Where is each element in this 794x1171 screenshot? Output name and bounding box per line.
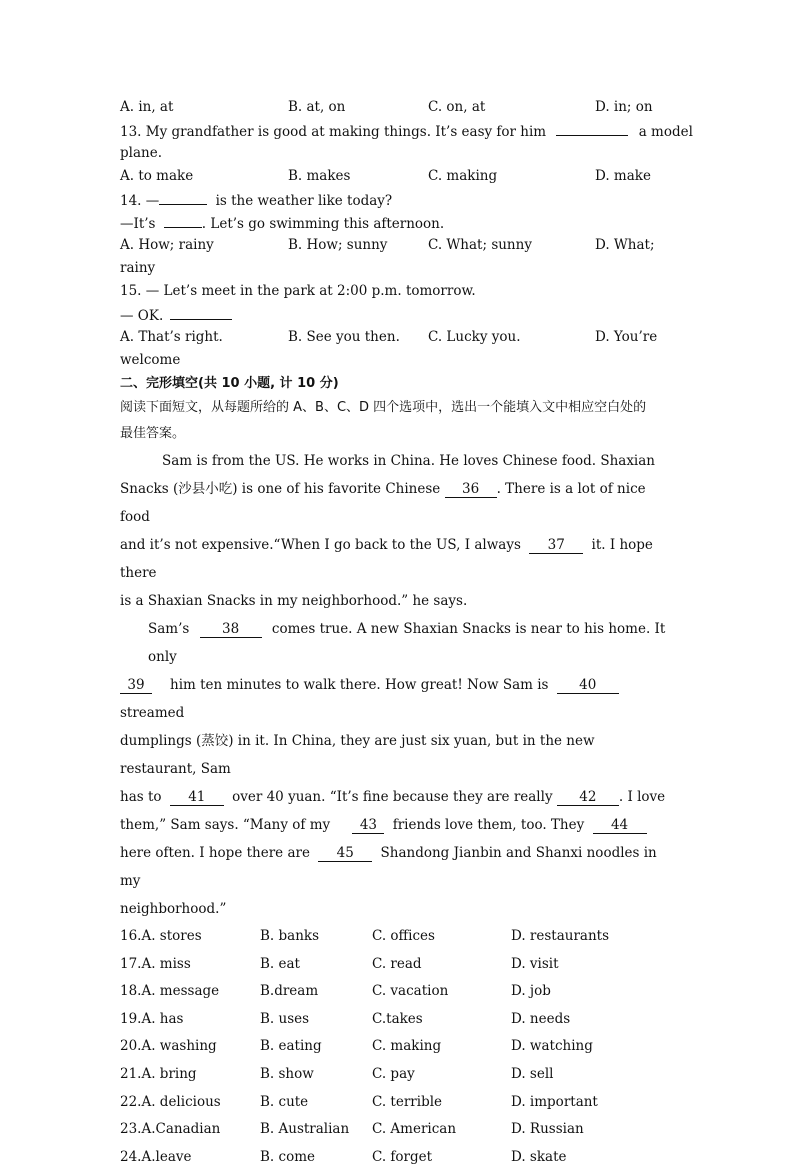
cloze-option-b: B. come [260,1148,315,1165]
cloze-option-b: B.dream [260,983,319,1000]
cloze-option-d: D. watching [511,1038,593,1055]
blank-42: 42 [557,789,619,806]
q14-line2-pre: —It’s [120,216,156,232]
cloze-option-row [120,1006,672,1034]
q13-option-a: A. to make [120,168,194,184]
cloze-option-d: D. Russian [511,1121,584,1138]
passage-text: them,” Sam says. “Many of my [120,817,331,833]
q14-blank-2 [164,211,202,228]
q15-option-c: C. Lucky you. [428,329,521,345]
cloze-option-c: C. pay [372,1065,415,1082]
passage-text: over 40 yuan. “It’s fine because they are really [232,789,553,805]
passage-text: streamed [120,705,185,721]
cloze-option-c: C. forget [372,1148,433,1165]
cloze-option-c: C. American [372,1121,457,1138]
q14-option-a: A. How; rainy [120,237,214,253]
q15-stem-2 [120,303,672,326]
q14-option-d-cont: rainy [120,260,156,276]
cloze-option-b: B. cute [260,1093,309,1110]
cloze-option-b: B. eating [260,1038,322,1055]
q13-text: 13. My grandfather is good at making things. It’s easy for him [120,124,547,140]
q14-option-b: B. How; sunny [288,237,388,253]
passage-line: neighborhood.” [120,901,227,917]
cloze-options-list [120,923,672,1171]
q14-text-post: is the weather like today? [215,193,393,209]
q14-option-d: D. What; [595,237,655,253]
passage-text: comes true. A new Shaxian Snacks is near to his home. It only [148,621,666,665]
q15-option-a: A. That’s right. [120,329,223,345]
q12-option-a: A. in, at [120,99,174,115]
passage-text: Sam is from the US. He works in China. He loves Chinese food. Shaxian [162,453,655,469]
passage-line [120,447,672,475]
q12-option-d: D. in; on [595,99,653,115]
cloze-option-c: C. terrible [372,1093,443,1110]
q14-line2-post: . Let’s go swimming this afternoon. [201,216,445,232]
cloze-option-row [120,1033,672,1061]
cloze-option-d: D. needs [511,1010,571,1027]
cloze-option-a: 21.A. bring [120,1065,197,1082]
blank-43: 43 [352,817,384,834]
cloze-option-c: C. offices [372,928,435,944]
passage-text: Sam’s [148,621,190,637]
cloze-option-b: B. Australian [260,1121,350,1138]
passage-line [120,783,672,811]
passage-text: it. I hope there [120,537,653,581]
passage-line [120,811,672,839]
q13-blank [556,119,628,136]
q13-text-post: a model [638,124,693,140]
cloze-option-row [120,1144,672,1171]
passage-text: him ten minutes to walk there. How great! Now Sam is [170,677,549,693]
q12-option-b: B. at, on [288,99,346,115]
section-instructions [120,395,672,447]
q15-line2-pre: — OK. [120,308,164,324]
cloze-option-d: D. important [511,1093,598,1110]
q15-blank [170,303,232,320]
q14-stem-2 [120,211,672,234]
q12-options [120,96,672,119]
cloze-option-row [120,923,672,951]
q13-option-b: B. makes [288,168,351,184]
cloze-option-row [120,1116,672,1144]
cloze-option-a: 17.A. miss [120,955,191,972]
cloze-option-c: C. vacation [372,983,449,1000]
cloze-option-b: B. uses [260,1010,310,1027]
blank-44: 44 [593,817,647,834]
passage-text: friends love them, too. They [392,817,585,833]
instructions-line-2: 最佳答案。 [120,426,186,441]
cloze-option-d: D. visit [511,955,559,972]
cloze-option-b: B. show [260,1065,314,1082]
cloze-option-row [120,1061,672,1089]
passage-line: is a Shaxian Snacks in my neighborhood.” he says. [120,593,468,609]
cloze-option-a: 20.A. washing [120,1038,217,1055]
q13-stem [120,119,693,142]
blank-45: 45 [318,845,372,862]
passage-text: . I love [618,789,666,805]
passage-text: Shandong Jianbin and Shanxi noodles in my [120,845,657,889]
blank-39: 39 [120,677,152,694]
cloze-option-c: C. making [372,1038,442,1055]
passage-text: has to [120,789,162,805]
cloze-option-row [120,978,672,1006]
cloze-option-a: 19.A. has [120,1010,184,1027]
cloze-option-d: D. skate [511,1148,567,1165]
cloze-option-a: 16.A. stores [120,928,202,944]
q14-option-c: C. What; sunny [428,237,532,253]
cloze-passage [120,447,672,923]
q13-option-c: C. making [428,168,498,184]
blank-38: 38 [200,621,262,638]
cloze-option-a: 23.A.Canadian [120,1121,221,1138]
section-title: 二、完形填空(共 10 小题, 计 10 分) [120,376,339,391]
cloze-option-c: C. read [372,955,422,972]
blank-41: 41 [170,789,224,806]
q15-option-d-cont: welcome [120,352,181,368]
cloze-option-d: D. job [511,983,551,1000]
passage-line [120,531,672,587]
passage-line [120,671,672,727]
q13-options [120,165,672,188]
cloze-option-a: 18.A. message [120,983,220,1000]
cloze-option-c: C.takes [372,1010,423,1027]
passage-text: here often. I hope there are [120,845,310,861]
passage-text: Snacks (沙县小吃) is one of his favorite Chinese [120,481,441,497]
cloze-option-a: 24.A.leave [120,1148,192,1165]
passage-line [120,475,672,531]
cloze-option-b: B. banks [260,928,319,944]
cloze-option-d: D. restaurants [511,928,610,944]
q15-option-b: B. See you then. [288,329,400,345]
q14-text: 14. — [120,193,160,209]
cloze-option-d: D. sell [511,1065,554,1082]
cloze-option-row [120,951,672,979]
passage-line [120,839,672,895]
passage-line [120,615,672,671]
q13-option-d: D. make [595,168,651,184]
q15-option-d: D. You’re [595,329,658,345]
cloze-option-a: 22.A. delicious [120,1093,221,1110]
blank-37: 37 [529,537,583,554]
exam-page [120,96,693,1171]
q15-options [120,326,672,349]
cloze-option-b: B. eat [260,955,300,972]
q15-stem: 15. — Let’s meet in the park at 2:00 p.m. tomorrow. [120,283,476,299]
blank-36: 36 [445,481,497,498]
instructions-line-1: 阅读下面短文，从每题所给的 A、B、C、D 四个选项中，选出一个能填入文中相应空白处的 [120,400,647,415]
q14-options [120,234,672,257]
q12-option-c: C. on, at [428,99,486,115]
q14-stem [120,188,672,211]
passage-text: and it’s not expensive.“When I go back to the US, I always [120,537,521,553]
passage-line: dumplings (蒸饺) in it. In China, they are just six yuan, but in the new restaurant, Sam [120,733,595,777]
passage-text: . There is a lot of nice food [120,481,646,525]
cloze-option-row [120,1089,672,1117]
q14-blank-1 [159,188,207,205]
blank-40: 40 [557,677,619,694]
q13-stem-cont: plane. [120,145,162,161]
